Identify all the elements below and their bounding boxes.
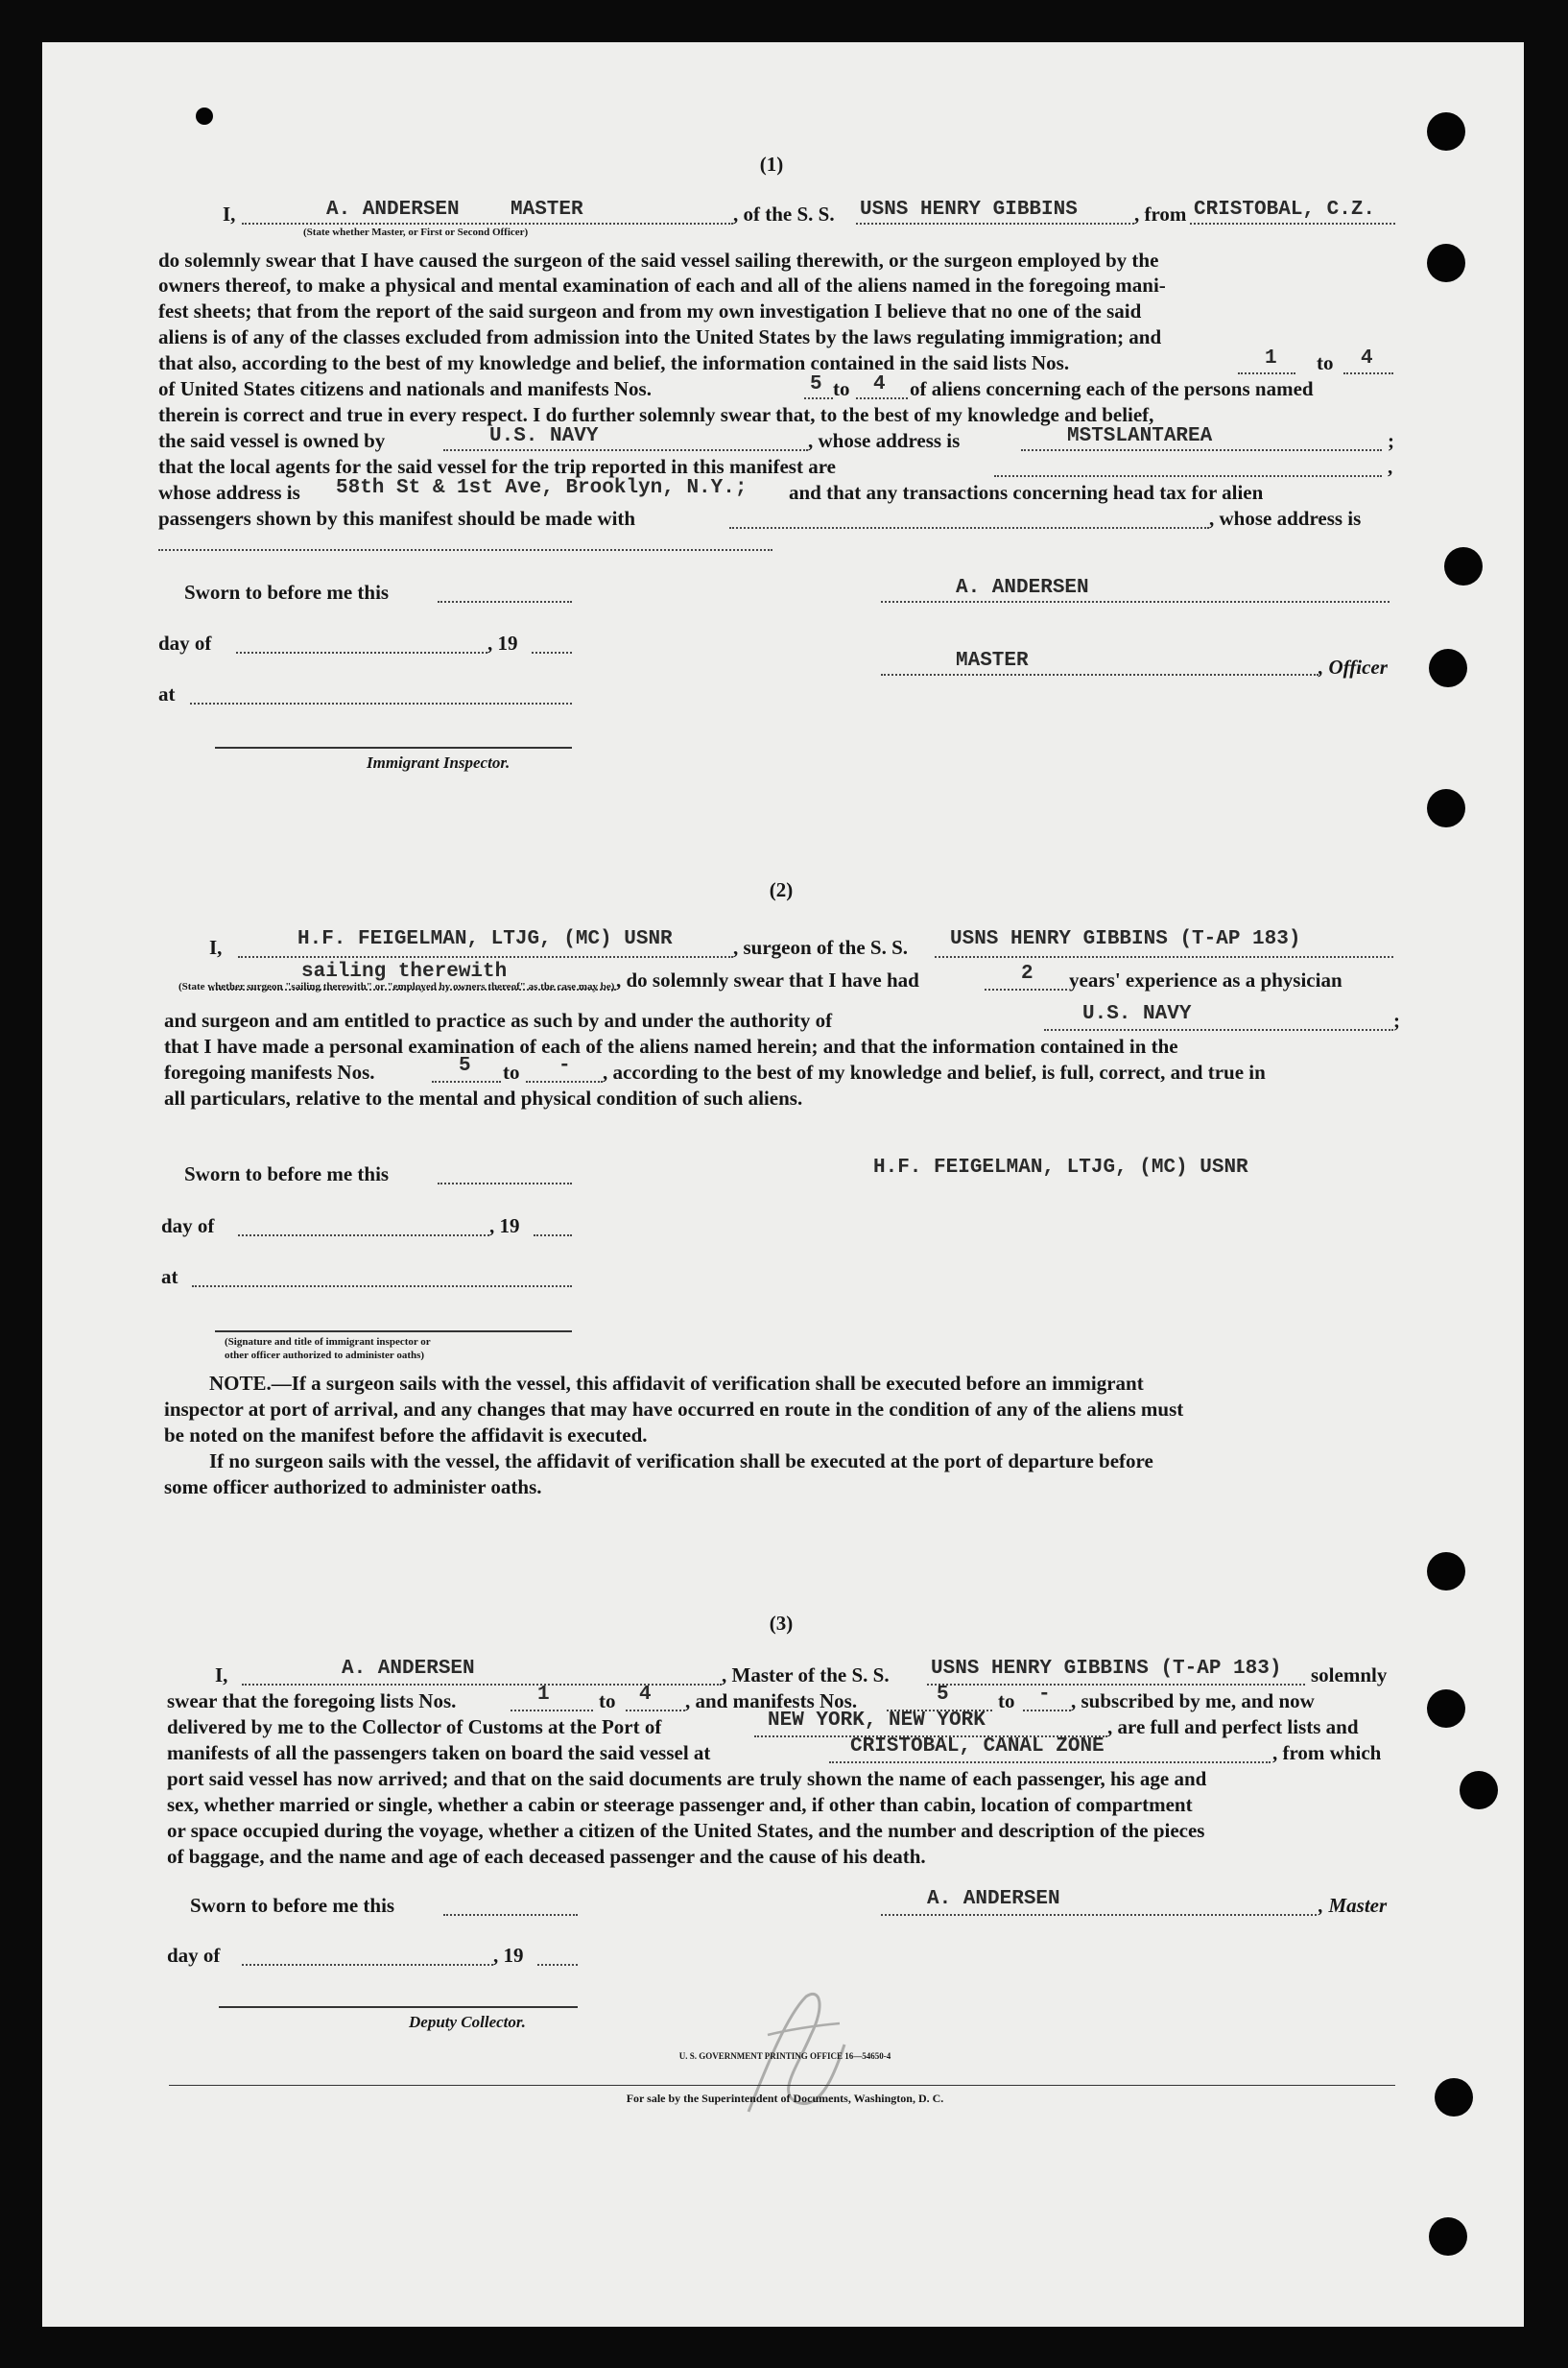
s3-master-word: , Master xyxy=(1319,1894,1388,1917)
s2-note-line: NOTE.—If a surgeon sails with the vessel, this affidavit of verification shall be executed before an immigrant xyxy=(209,1372,1144,1395)
s1-line8b: , whose address is xyxy=(808,429,961,452)
s2-years: 2 xyxy=(1021,963,1033,985)
s3-master-name: A. ANDERSEN xyxy=(342,1658,475,1680)
s3-man-from: 5 xyxy=(937,1684,949,1706)
s3-man-to-line xyxy=(1023,1710,1071,1711)
s2-sig-line xyxy=(215,1330,572,1332)
s1-body-line: do solemnly swear that I have caused the surgeon of the said vessel sailing therewith, or the surgeon employed by the xyxy=(158,249,1159,272)
s1-title-line xyxy=(881,674,1319,676)
s1-of-the-ss: , of the S. S. xyxy=(733,203,835,226)
s2-years-line xyxy=(985,989,1067,991)
s2-note-line: some officer authorized to administer oaths. xyxy=(164,1475,542,1498)
s2-i-prefix: I, xyxy=(209,936,223,959)
s1-manifests-to: 4 xyxy=(873,373,886,395)
s3-day-line xyxy=(242,1964,493,1966)
s3-port: NEW YORK, NEW YORK xyxy=(768,1710,986,1732)
s2-note: (State whether surgeon "sailing therewith" or "employed by owners thereof" as the case may be) xyxy=(178,981,615,993)
s3-signature: A. ANDERSEN xyxy=(927,1888,1060,1910)
s1-to-word: to xyxy=(833,377,850,400)
s1-line11a: passengers shown by this manifest should be made with xyxy=(158,507,636,530)
s3-boarded-line xyxy=(829,1761,1271,1763)
s1-line10a: whose address is xyxy=(158,481,300,504)
s2-name-line xyxy=(238,956,733,958)
s3-lists-from: 1 xyxy=(537,1684,550,1706)
s1-owner-address: MSTSLANTAREA xyxy=(1067,425,1213,447)
s3-line4b: , from which xyxy=(1272,1741,1382,1764)
s3-sworn-line xyxy=(443,1914,578,1916)
s1-body-line: aliens is of any of the classes excluded from admission into the United States by the laws regulating immigration; and xyxy=(158,325,1162,348)
section-2-number: (2) xyxy=(769,878,794,901)
s1-from-label: , from xyxy=(1134,203,1187,226)
s2-swear-b: years' experience as a physician xyxy=(1069,969,1342,992)
s1-rank-note: (State whether Master, or First or Second Officer) xyxy=(303,227,529,238)
s2-surgeon-name: H.F. FEIGELMAN, LTJG, (MC) USNR xyxy=(297,928,673,950)
binder-hole xyxy=(1427,112,1465,151)
s3-signature-line xyxy=(881,1914,1317,1916)
s1-at: at xyxy=(158,682,176,706)
s2-authority-line xyxy=(1044,1029,1393,1031)
section-3-number: (3) xyxy=(769,1612,794,1635)
s1-sig-title: MASTER xyxy=(956,650,1029,672)
s1-day-of: day of xyxy=(158,632,212,655)
s1-manifests-from: 5 xyxy=(810,373,822,395)
s1-comma: , xyxy=(1388,455,1393,478)
s2-surgeon-of: , surgeon of the S. S. xyxy=(733,936,909,959)
s2-line5a: foregoing manifests Nos. xyxy=(164,1061,375,1084)
s3-body-line: sex, whether married or single, whether a cabin or steerage passenger and, if other than cabin, location of compartment xyxy=(167,1793,1193,1816)
s2-swear-a: , do solemnly swear that I have had xyxy=(616,969,919,992)
s1-from-line xyxy=(1190,223,1395,225)
s2-sig-note: (Signature and title of immigrant inspector or xyxy=(225,1336,431,1348)
binder-hole xyxy=(1429,649,1467,687)
s1-line6b: of aliens concerning each of the persons named xyxy=(910,377,1314,400)
s1-officer-rank: MASTER xyxy=(511,199,583,221)
s1-line9: that the local agents for the said vessel for the trip reported in this manifest are xyxy=(158,455,836,478)
footer-rule xyxy=(169,2085,1395,2086)
s2-note-line: be noted on the manifest before the affidavit is executed. xyxy=(164,1423,648,1447)
s1-sworn: Sworn to before me this xyxy=(184,581,390,604)
binder-hole xyxy=(1427,244,1465,282)
s1-line6a: of United States citizens and nationals and manifests Nos. xyxy=(158,377,652,400)
s1-line10b: and that any transactions concerning head tax for alien xyxy=(789,481,1264,504)
s1-owner-address-line xyxy=(1021,449,1382,451)
s1-officer-word: , Officer xyxy=(1319,656,1388,679)
s2-man-to: - xyxy=(558,1055,571,1077)
s1-headtax-line xyxy=(729,527,1209,529)
s3-line2a: swear that the foregoing lists Nos. xyxy=(167,1689,457,1712)
s1-inspector-line xyxy=(215,747,572,749)
s2-sig-note: other officer authorized to administer oaths) xyxy=(225,1350,425,1361)
s1-agents-line xyxy=(994,475,1382,477)
s2-vessel: USNS HENRY GIBBINS (T-AP 183) xyxy=(950,928,1301,950)
s1-signature-line xyxy=(881,601,1390,603)
s2-note-line: If no surgeon sails with the vessel, the affidavit of verification shall be executed at the port of departure before xyxy=(209,1449,1153,1472)
s1-lists-to-word: to xyxy=(1317,351,1334,374)
s2-year-line xyxy=(534,1234,572,1236)
s1-at-line xyxy=(190,703,572,705)
s1-lists-from: 1 xyxy=(1265,347,1277,370)
s3-line2c: , subscribed by me, and now xyxy=(1071,1689,1315,1712)
sale-note: For sale by the Superintendent of Documents, Washington, D. C. xyxy=(626,2092,944,2105)
s1-manifests-to-line xyxy=(856,397,908,399)
s1-inspector: Immigrant Inspector. xyxy=(367,753,511,772)
s2-line6: all particulars, relative to the mental and physical condition of such aliens. xyxy=(164,1087,803,1110)
s2-day-of: day of xyxy=(161,1214,215,1237)
binder-hole xyxy=(1427,789,1465,827)
binder-hole xyxy=(1427,1689,1465,1728)
s3-lists-to-line xyxy=(626,1710,685,1711)
s3-lists-from-line xyxy=(511,1710,593,1711)
s1-lists-to: 4 xyxy=(1361,347,1373,370)
binder-hole xyxy=(1435,2078,1473,2117)
s2-line3a: and surgeon and am entitled to practice as such by and under the authority of xyxy=(164,1009,833,1032)
s3-lists-to: 4 xyxy=(639,1684,652,1706)
s1-semicolon: ; xyxy=(1388,429,1394,452)
s2-vessel-line xyxy=(935,956,1393,958)
s1-nineteen: , 19 xyxy=(487,632,518,655)
s1-vessel: USNS HENRY GIBBINS xyxy=(860,199,1078,221)
s3-solemnly: solemnly xyxy=(1311,1663,1388,1686)
gpo-imprint: U. S. GOVERNMENT PRINTING OFFICE 16—54650-4 xyxy=(678,2051,891,2061)
s3-vessel-line xyxy=(927,1684,1305,1686)
s3-line4a: manifests of all the passengers taken on board the said vessel at xyxy=(167,1741,711,1764)
s1-headtax-address-line xyxy=(158,549,772,551)
s1-body-line: fest sheets; that from the report of the said surgeon and from my own investigation I believe that no one of the said xyxy=(158,299,1142,323)
s1-sworn-line xyxy=(438,601,572,603)
s2-note-line: inspector at port of arrival, and any changes that may have occurred en route in the condition of any of the aliens must xyxy=(164,1398,1184,1421)
s2-to-word: to xyxy=(503,1061,520,1084)
binder-hole xyxy=(1460,1771,1498,1809)
s2-nineteen: , 19 xyxy=(489,1214,520,1237)
binder-hole xyxy=(1444,547,1483,586)
s1-body-line: that also, according to the best of my knowledge and belief, the information contained in the said lists Nos. xyxy=(158,351,1070,374)
s3-line3a: delivered by me to the Collector of Customs at the Port of xyxy=(167,1715,662,1738)
s1-manifests-from-line xyxy=(804,397,833,399)
s3-vessel: USNS HENRY GIBBINS (T-AP 183) xyxy=(931,1658,1282,1680)
s3-man-to: - xyxy=(1038,1684,1051,1706)
s3-line3b: , are full and perfect lists and xyxy=(1107,1715,1359,1738)
s1-agent-address: 58th St & 1st Ave, Brooklyn, N.Y.; xyxy=(336,477,748,499)
s3-year-line xyxy=(537,1964,578,1966)
s3-nineteen: , 19 xyxy=(493,1944,524,1967)
s3-body-line: of baggage, and the name and age of each deceased passenger and the cause of his death. xyxy=(167,1845,926,1868)
s2-sailing: sailing therewith xyxy=(301,961,508,983)
s2-day-line xyxy=(238,1234,489,1236)
s2-line5b: , according to the best of my knowledge and belief, is full, correct, and true in xyxy=(603,1061,1266,1084)
s1-line11b: , whose address is xyxy=(1209,507,1362,530)
s1-owner: U.S. NAVY xyxy=(489,425,599,447)
s1-officer-name: A. ANDERSEN xyxy=(326,199,460,221)
binder-hole xyxy=(1427,1552,1465,1591)
s2-semicolon: ; xyxy=(1393,1009,1400,1032)
s2-sworn-line xyxy=(438,1183,572,1184)
s1-line7: therein is correct and true in every respect. I do further solemnly swear that, to the best of my knowledge and belief, xyxy=(158,403,1154,426)
s1-owner-line xyxy=(443,449,808,451)
s3-body-line: or space occupied during the voyage, whether a citizen of the United States, and the number and description of the pieces xyxy=(167,1819,1205,1842)
binder-hole xyxy=(1429,2217,1467,2256)
s2-man-to-line xyxy=(526,1081,603,1083)
s3-line2b: , and manifests Nos. xyxy=(685,1689,858,1712)
s1-day-line xyxy=(236,652,487,654)
s3-sworn: Sworn to before me this xyxy=(190,1894,395,1917)
s3-boarded-at: CRISTOBAL, CANAL ZONE xyxy=(850,1735,1105,1758)
s2-at-line xyxy=(192,1285,572,1287)
s1-from-port: CRISTOBAL, C.Z. xyxy=(1194,199,1376,221)
s3-to-word-2: to xyxy=(998,1689,1015,1712)
s1-year-line xyxy=(532,652,572,654)
s3-master-of: , Master of the S. S. xyxy=(722,1663,890,1686)
s2-authority: U.S. NAVY xyxy=(1082,1003,1192,1025)
s1-name-line xyxy=(242,223,733,225)
s2-at: at xyxy=(161,1265,178,1288)
ink-spot xyxy=(196,108,213,125)
s2-signature: H.F. FEIGELMAN, LTJG, (MC) USNR xyxy=(873,1157,1248,1179)
s3-body-line: port said vessel has now arrived; and that on the said documents are truly shown the name of each passenger, his age and xyxy=(167,1767,1207,1790)
s2-sworn: Sworn to before me this xyxy=(184,1162,390,1185)
section-1-number: (1) xyxy=(759,153,784,176)
s1-line8a: the said vessel is owned by xyxy=(158,429,386,452)
s1-vessel-line xyxy=(856,223,1134,225)
s1-lists-to-line xyxy=(1343,372,1393,374)
s3-deputy: Deputy Collector. xyxy=(409,2013,526,2031)
s3-to-word: to xyxy=(599,1689,616,1712)
s1-signature: A. ANDERSEN xyxy=(956,577,1089,599)
s1-i-prefix: I, xyxy=(223,203,236,226)
s3-deputy-line xyxy=(219,2006,578,2008)
s1-body-line: owners thereof, to make a physical and mental examination of each and all of the aliens named in the foregoing mani- xyxy=(158,274,1166,297)
s2-line4: that I have made a personal examination of each of the aliens named herein; and that the information contained in the xyxy=(164,1035,1178,1058)
s3-day-of: day of xyxy=(167,1944,221,1967)
s3-i-prefix: I, xyxy=(215,1663,228,1686)
s1-lists-from-line xyxy=(1238,372,1295,374)
s2-man-from: 5 xyxy=(459,1055,471,1077)
s2-man-from-line xyxy=(432,1081,501,1083)
